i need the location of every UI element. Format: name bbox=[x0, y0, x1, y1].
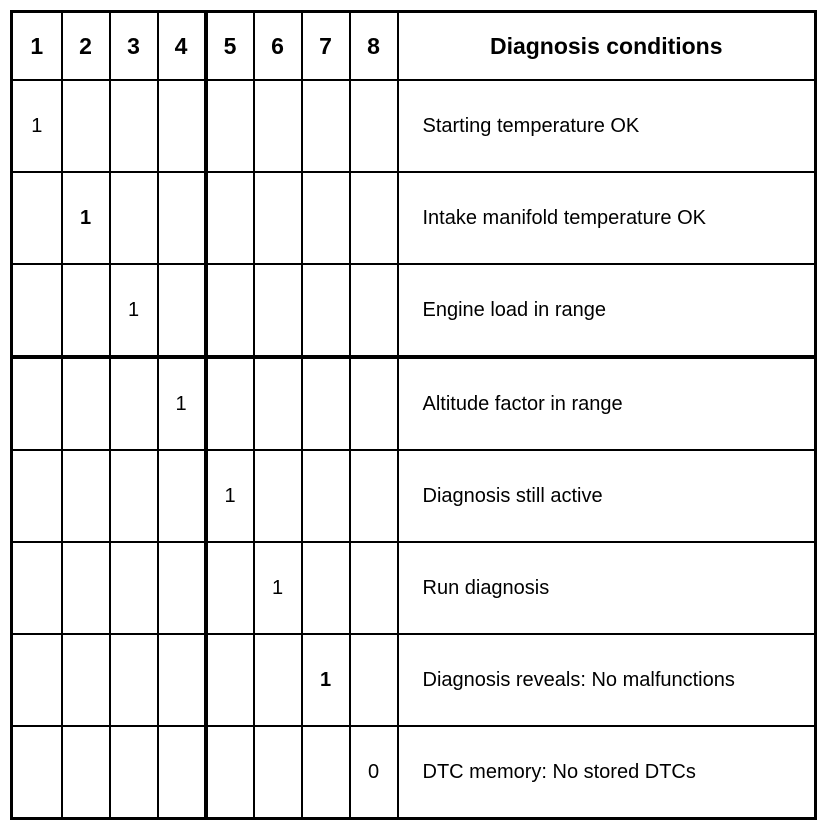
row-2-col-2-value: 1 bbox=[62, 172, 110, 264]
empty-cell bbox=[302, 80, 350, 172]
empty-cell bbox=[62, 357, 110, 450]
table-row bbox=[12, 634, 816, 726]
column-header-6: 6 bbox=[254, 12, 302, 81]
empty-cell bbox=[158, 264, 206, 357]
empty-cell bbox=[12, 264, 62, 357]
empty-cell bbox=[158, 726, 206, 819]
empty-cell bbox=[110, 634, 158, 726]
empty-cell bbox=[206, 726, 254, 819]
empty-cell bbox=[158, 172, 206, 264]
table-row bbox=[12, 80, 816, 172]
table-row bbox=[12, 726, 816, 819]
empty-cell bbox=[62, 634, 110, 726]
table-row bbox=[12, 542, 816, 634]
empty-cell bbox=[302, 726, 350, 819]
column-header-4: 4 bbox=[158, 12, 206, 81]
empty-cell bbox=[350, 542, 398, 634]
row-6-col-6-value: 1 bbox=[254, 542, 302, 634]
condition-text: Diagnosis reveals: No malfunctions bbox=[398, 634, 816, 726]
empty-cell bbox=[158, 542, 206, 634]
diagnosis-conditions-table bbox=[10, 10, 817, 820]
empty-cell bbox=[110, 357, 158, 450]
empty-cell bbox=[206, 357, 254, 450]
empty-cell bbox=[350, 634, 398, 726]
row-3-col-3-value: 1 bbox=[110, 264, 158, 357]
empty-cell bbox=[110, 80, 158, 172]
empty-cell bbox=[206, 80, 254, 172]
empty-cell bbox=[302, 542, 350, 634]
empty-cell bbox=[12, 542, 62, 634]
empty-cell bbox=[350, 264, 398, 357]
empty-cell bbox=[302, 357, 350, 450]
column-header-2: 2 bbox=[62, 12, 110, 81]
empty-cell bbox=[254, 80, 302, 172]
empty-cell bbox=[62, 264, 110, 357]
column-header-3: 3 bbox=[110, 12, 158, 81]
empty-cell bbox=[254, 726, 302, 819]
column-header-conditions: Diagnosis conditions bbox=[398, 12, 816, 81]
empty-cell bbox=[12, 726, 62, 819]
column-header-7: 7 bbox=[302, 12, 350, 81]
empty-cell bbox=[254, 357, 302, 450]
empty-cell bbox=[206, 542, 254, 634]
empty-cell bbox=[158, 634, 206, 726]
condition-text: Intake manifold temperature OK bbox=[398, 172, 816, 264]
condition-text: Starting temperature OK bbox=[398, 80, 816, 172]
empty-cell bbox=[62, 726, 110, 819]
empty-cell bbox=[254, 264, 302, 357]
empty-cell bbox=[302, 450, 350, 542]
empty-cell bbox=[254, 634, 302, 726]
empty-cell bbox=[350, 357, 398, 450]
table-row bbox=[12, 357, 816, 450]
row-7-col-7-value: 1 bbox=[302, 634, 350, 726]
condition-text: Engine load in range bbox=[398, 264, 816, 357]
empty-cell bbox=[110, 450, 158, 542]
empty-cell bbox=[12, 450, 62, 542]
header-row bbox=[12, 12, 816, 81]
empty-cell bbox=[158, 80, 206, 172]
row-8-col-8-value: 0 bbox=[350, 726, 398, 819]
empty-cell bbox=[12, 634, 62, 726]
empty-cell bbox=[110, 726, 158, 819]
column-header-5: 5 bbox=[206, 12, 254, 81]
row-1-col-1-value: 1 bbox=[12, 80, 62, 172]
empty-cell bbox=[62, 450, 110, 542]
column-header-8: 8 bbox=[350, 12, 398, 81]
empty-cell bbox=[206, 264, 254, 357]
empty-cell bbox=[62, 542, 110, 634]
table-row bbox=[12, 450, 816, 542]
empty-cell bbox=[302, 172, 350, 264]
empty-cell bbox=[110, 172, 158, 264]
empty-cell bbox=[254, 172, 302, 264]
empty-cell bbox=[110, 542, 158, 634]
table-row bbox=[12, 264, 816, 357]
column-header-1: 1 bbox=[12, 12, 62, 81]
empty-cell bbox=[206, 172, 254, 264]
condition-text: DTC memory: No stored DTCs bbox=[398, 726, 816, 819]
empty-cell bbox=[206, 634, 254, 726]
empty-cell bbox=[302, 264, 350, 357]
empty-cell bbox=[254, 450, 302, 542]
condition-text: Diagnosis still active bbox=[398, 450, 816, 542]
condition-text: Run diagnosis bbox=[398, 542, 816, 634]
empty-cell bbox=[62, 80, 110, 172]
row-5-col-5-value: 1 bbox=[206, 450, 254, 542]
row-4-col-4-value: 1 bbox=[158, 357, 206, 450]
table-row bbox=[12, 172, 816, 264]
empty-cell bbox=[350, 80, 398, 172]
condition-text: Altitude factor in range bbox=[398, 357, 816, 450]
empty-cell bbox=[350, 172, 398, 264]
empty-cell bbox=[158, 450, 206, 542]
empty-cell bbox=[12, 172, 62, 264]
empty-cell bbox=[350, 450, 398, 542]
empty-cell bbox=[12, 357, 62, 450]
